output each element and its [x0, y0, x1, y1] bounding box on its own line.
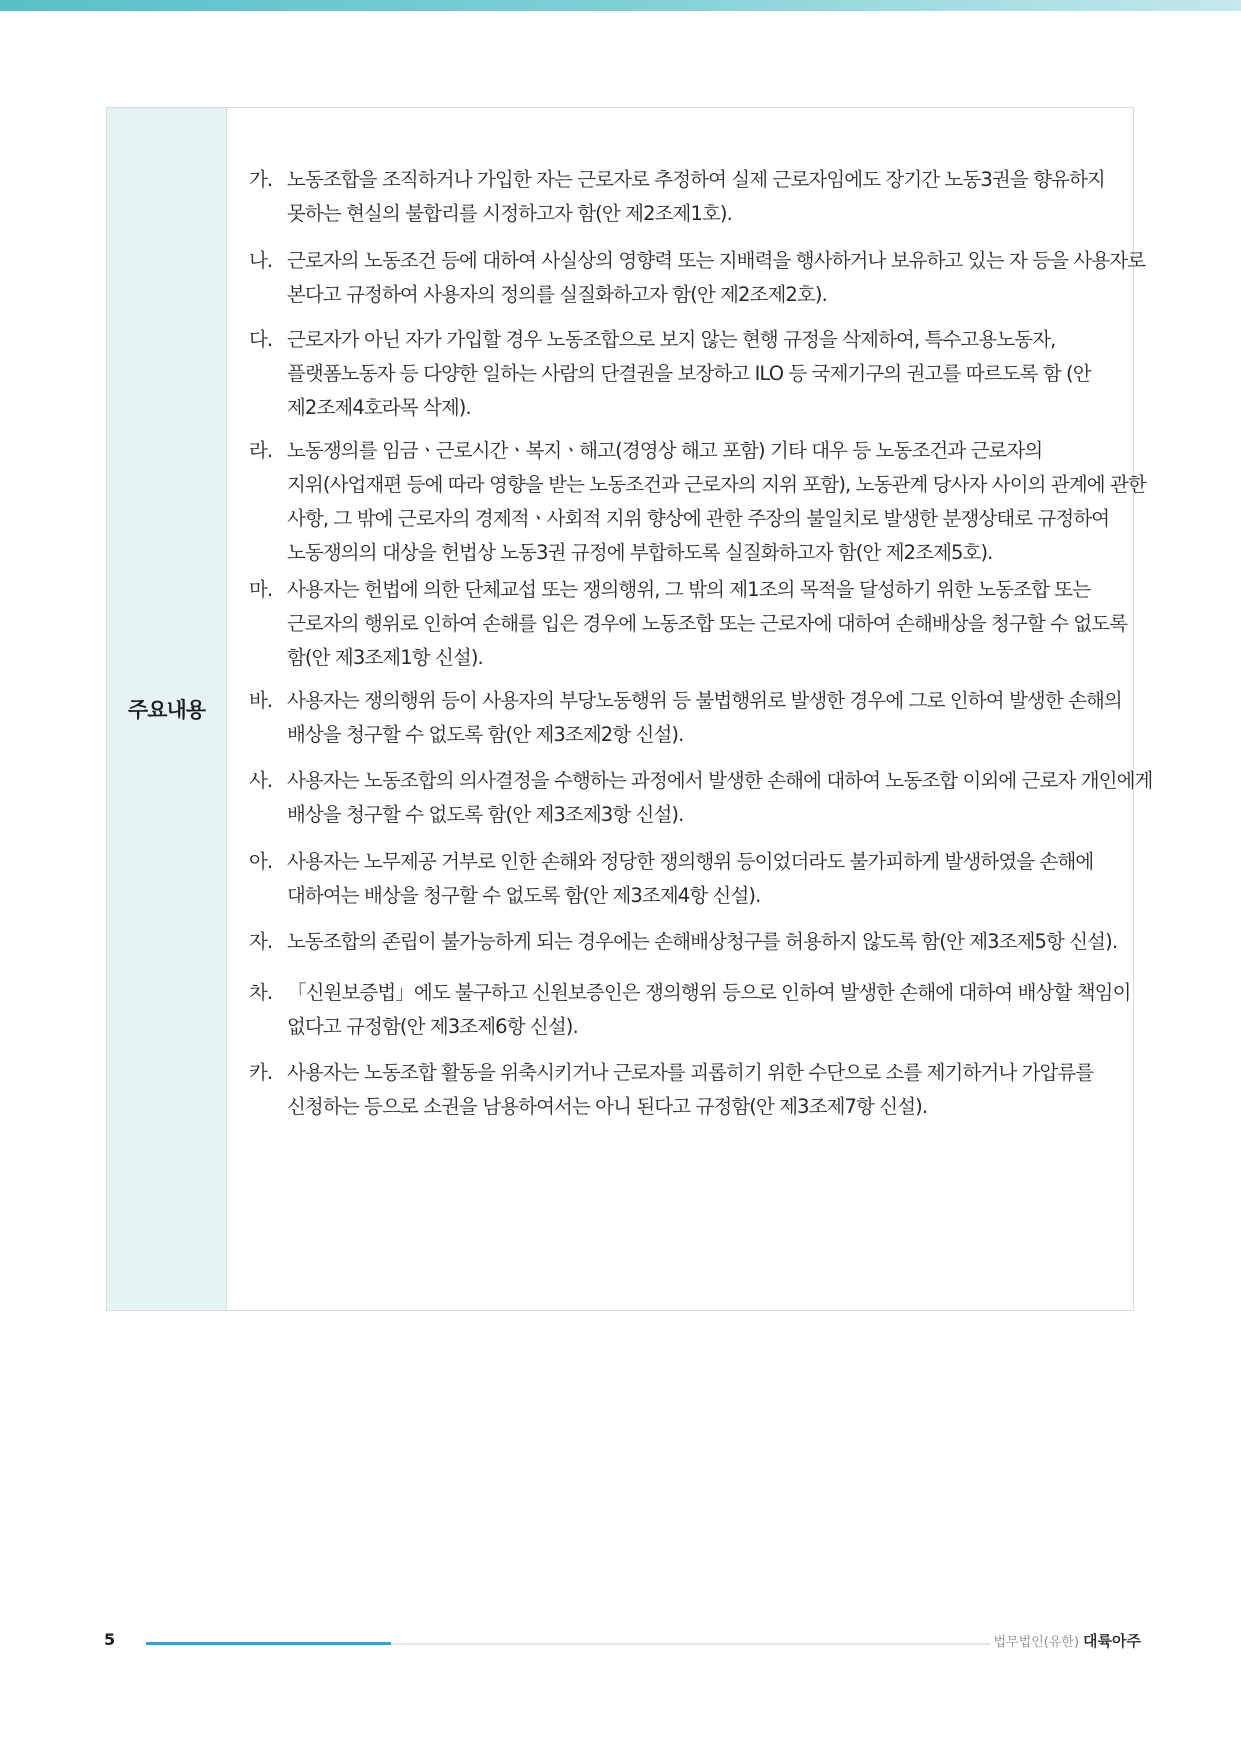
item-text: [287, 323, 1129, 425]
item-text: [287, 764, 1153, 832]
item-marker: 카.: [249, 1061, 273, 1084]
item-text: [287, 684, 1129, 752]
list-item: [249, 684, 1129, 752]
top-accent-bar: [0, 0, 1241, 11]
item-text-line: 근로자의 행위로 인하여 손해를 입은 경우에 노동조합 또는 근로자에 대하여 손해배상을 청구할 수 없도록: [287, 612, 1128, 635]
item-marker: 바.: [249, 689, 273, 712]
item-text: [287, 244, 1146, 312]
firm-title: 대륙아주: [1083, 1632, 1141, 1650]
item-text-line: 지위(사업재편 등에 따라 영향을 받는 노동조건과 근로자의 지위 포함), 노동관계 당사자 사이의 관계에 관한: [287, 473, 1146, 496]
item-text-line: 본다고 규정하여 사용자의 정의를 실질화하고자 함(안 제2조제2호).: [287, 283, 827, 306]
list-item: [249, 163, 1129, 231]
item-text-line: 사용자는 쟁의행위 등이 사용자의 부당노동행위 등 불법행위로 발생한 경우에 그로 인하여 발생한 손해의: [287, 689, 1122, 712]
item-text: [287, 845, 1129, 913]
page-number: 5: [104, 1630, 116, 1649]
item-text-line: 노동조합의 존립이 불가능하게 되는 경우에는 손해배상청구를 허용하지 않도록 함(안 제3조제5항 신설).: [287, 930, 1118, 953]
list-item: [249, 925, 1129, 959]
item-text-line: 못하는 현실의 불합리를 시정하고자 함(안 제2조제1호).: [287, 202, 732, 225]
item-text-line: 노동조합을 조직하거나 가입한 자는 근로자로 추정하여 실제 근로자임에도 장기간 노동3권을 향유하지: [287, 168, 1105, 191]
list-item: [249, 764, 1153, 832]
label-cell: [107, 108, 227, 1310]
item-marker: 라.: [249, 439, 273, 462]
item-marker: 사.: [249, 769, 273, 792]
item-text-line: 배상을 청구할 수 없도록 함(안 제3조제2항 신설).: [287, 723, 684, 746]
item-text: [287, 163, 1129, 231]
item-text: [287, 976, 1129, 1044]
list-item: [249, 244, 1146, 312]
item-text-line: 배상을 청구할 수 없도록 함(안 제3조제3항 신설).: [287, 803, 684, 826]
item-text-line: 노동쟁의를 임금ㆍ근로시간ㆍ복지ㆍ해고(경영상 해고 포함) 기타 대우 등 노동조건과 근로자의: [287, 439, 1043, 462]
footer-progress-fill: [146, 1642, 391, 1645]
item-marker: 아.: [249, 850, 273, 873]
summary-table: [106, 107, 1153, 1311]
footer-progress-track: [146, 1643, 990, 1645]
item-marker: 자.: [249, 930, 273, 953]
item-text: [287, 434, 1146, 570]
item-text-line: 제2조제4호라목 삭제).: [287, 396, 471, 419]
item-text-line: 노동쟁의의 대상을 헌법상 노동3권 규정에 부합하도록 실질화하고자 함(안 제2조제5호).: [287, 541, 993, 564]
item-marker: 나.: [249, 249, 273, 272]
item-marker: 마.: [249, 578, 273, 601]
content-cell: [227, 108, 1153, 1310]
item-marker: 다.: [249, 328, 273, 351]
item-text: [287, 573, 1129, 675]
list-item: [249, 1056, 1129, 1124]
list-item: [249, 845, 1129, 913]
item-text-line: 사용자는 노동조합의 의사결정을 수행하는 과정에서 발생한 손해에 대하여 노동조합 이외에 근로자 개인에게: [287, 769, 1153, 792]
firm-name: [994, 1630, 1141, 1651]
list-item: [249, 434, 1146, 570]
item-text: [287, 925, 1129, 959]
item-text-line: 사용자는 노동조합 활동을 위축시키거나 근로자를 괴롭히기 위한 수단으로 소를 제기하거나 가압류를: [287, 1061, 1094, 1084]
section-label: 주요내용: [127, 698, 206, 722]
item-text-line: 「신원보증법」에도 불구하고 신원보증인은 쟁의행위 등으로 인하여 발생한 손해에 대하여 배상할 책임이: [287, 981, 1131, 1004]
item-marker: 가.: [249, 168, 273, 191]
list-item: [249, 323, 1129, 425]
list-item: [249, 976, 1129, 1044]
item-text-line: 신청하는 등으로 소권을 남용하여서는 아니 된다고 규정함(안 제3조제7항 신설).: [287, 1095, 928, 1118]
item-text: [287, 1056, 1129, 1124]
item-text-line: 플랫폼노동자 등 다양한 일하는 사람의 단결권을 보장하고 ILO 등 국제기구의 권고를 따르도록 함 (안: [287, 362, 1091, 385]
list-item: [249, 573, 1129, 675]
item-marker: 차.: [249, 981, 273, 1004]
item-text-line: 함(안 제3조제1항 신설).: [287, 646, 483, 669]
item-text-line: 근로자의 노동조건 등에 대하여 사실상의 영향력 또는 지배력을 행사하거나 보유하고 있는 자 등을 사용자로: [287, 249, 1146, 272]
item-text-line: 사항, 그 밖에 근로자의 경제적ㆍ사회적 지위 향상에 관한 주장의 불일치로 발생한 분쟁상태로 규정하여: [287, 507, 1110, 530]
item-text-line: 없다고 규정함(안 제3조제6항 신설).: [287, 1015, 578, 1038]
item-text-line: 대하여는 배상을 청구할 수 없도록 함(안 제3조제4항 신설).: [287, 884, 761, 907]
item-text-line: 사용자는 헌법에 의한 단체교섭 또는 쟁의행위, 그 밖의 제1조의 목적을 달성하기 위한 노동조합 또는: [287, 578, 1091, 601]
item-text-line: 사용자는 노무제공 거부로 인한 손해와 정당한 쟁의행위 등이었더라도 불가피하게 발생하였을 손해에: [287, 850, 1094, 873]
firm-prefix: 법무법인(유한): [993, 1635, 1080, 1650]
item-text-line: 근로자가 아닌 자가 가입할 경우 노동조합으로 보지 않는 현행 규정을 삭제하여, 특수고용노동자,: [287, 328, 1056, 351]
